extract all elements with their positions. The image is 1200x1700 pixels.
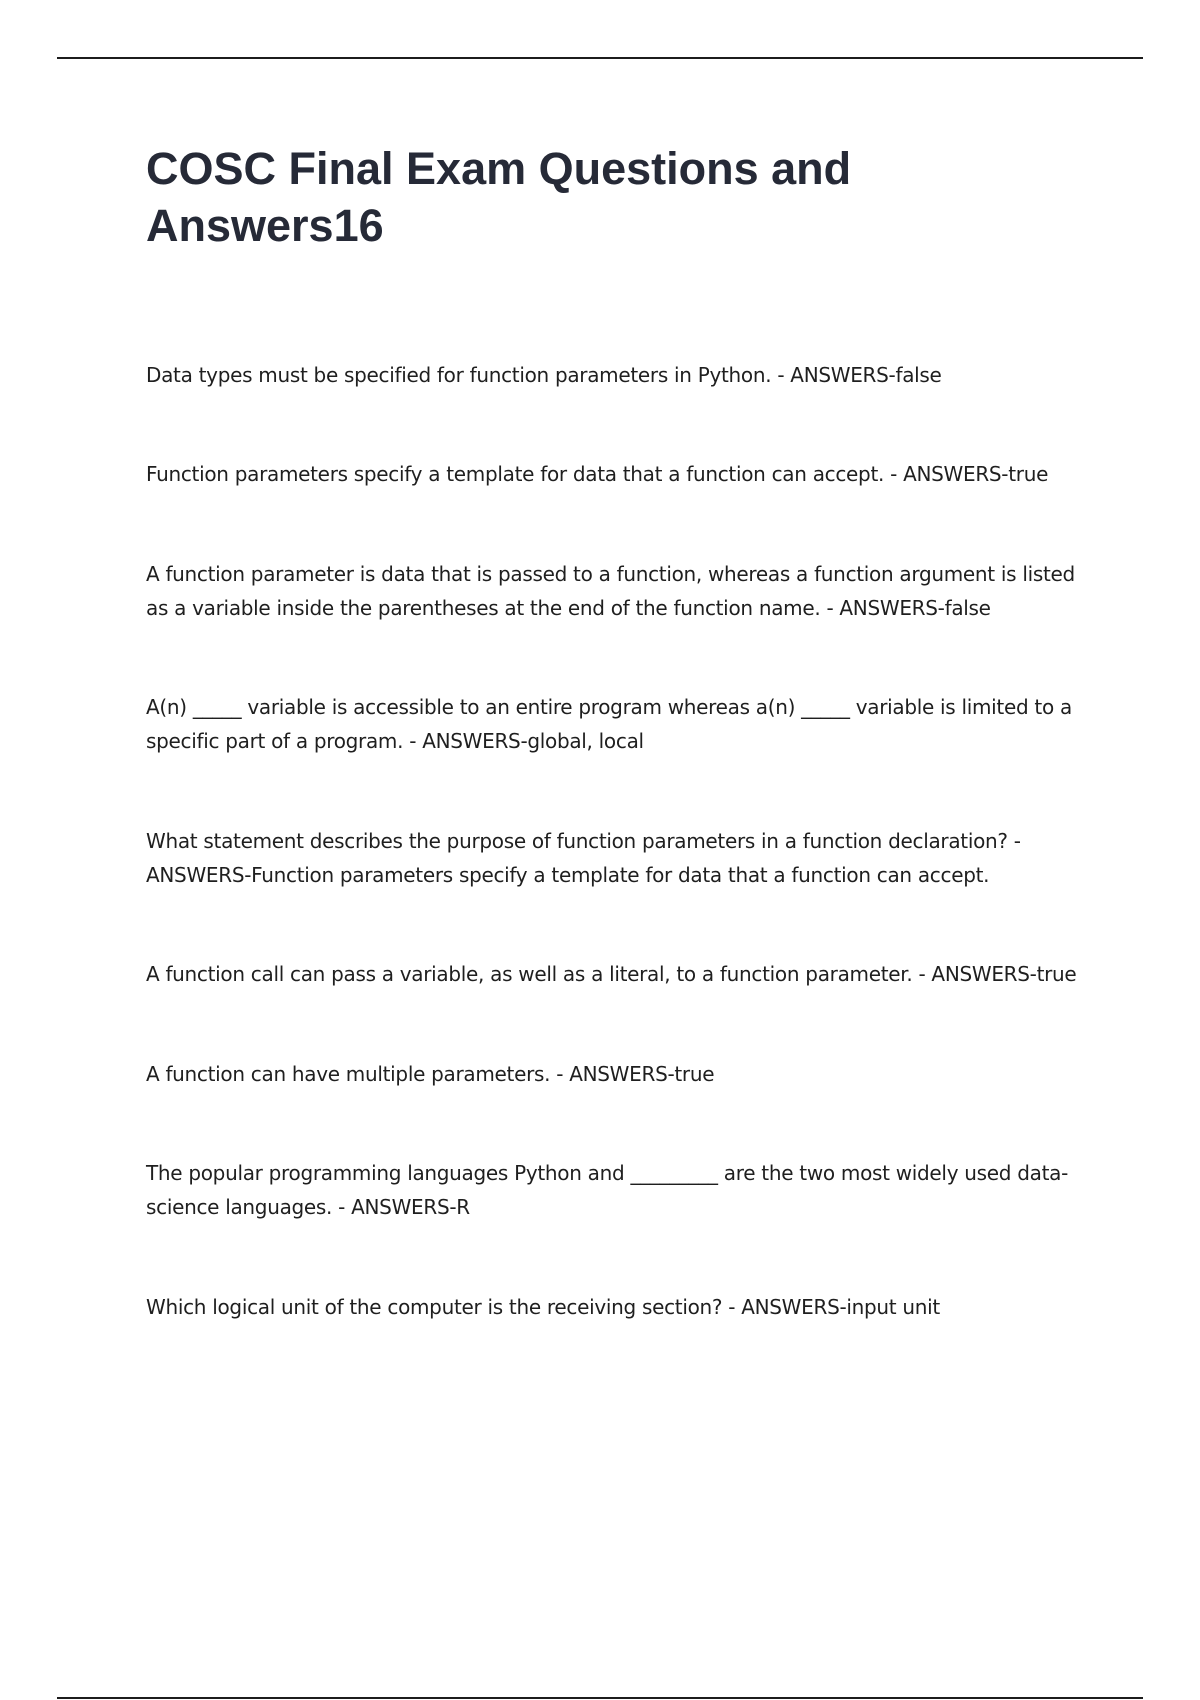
document-body bbox=[146, 140, 1086, 1319]
qa-item-1: Data types must be specified for function parameters in Python. - ANSWERS-false bbox=[146, 363, 942, 387]
qa-item-5: What statement describes the purpose of function parameters in a function declaration? - ANSWERS-Function parameters specify a template for data that a function can accept. bbox=[146, 829, 1021, 887]
bottom-divider bbox=[57, 1697, 1143, 1699]
top-divider bbox=[57, 57, 1143, 59]
qa-item-8: The popular programming languages Python and _________ are the two most widely used data-science languages. - ANSWERS-R bbox=[146, 1161, 1069, 1219]
document-title: COSC Final Exam Questions and Answers16 bbox=[146, 143, 852, 251]
qa-item-2: Function parameters specify a template for data that a function can accept. - ANSWERS-true bbox=[146, 462, 1049, 486]
qa-item-6: A function call can pass a variable, as well as a literal, to a function parameter. - ANSWERS-true bbox=[146, 962, 1077, 986]
qa-item-3: A function parameter is data that is passed to a function, whereas a function argument is listed as a variable inside the parentheses at the end of the function name. - ANSWERS-false bbox=[146, 562, 1075, 620]
qa-item-7: A function can have multiple parameters. - ANSWERS-true bbox=[146, 1062, 715, 1086]
qa-item-4: A(n) _____ variable is accessible to an entire program whereas a(n) _____ variable is limited to a specific part of a program. - ANSWERS-global, local bbox=[146, 695, 1072, 753]
qa-item-9: Which logical unit of the computer is the receiving section? - ANSWERS-input unit bbox=[146, 1295, 940, 1319]
